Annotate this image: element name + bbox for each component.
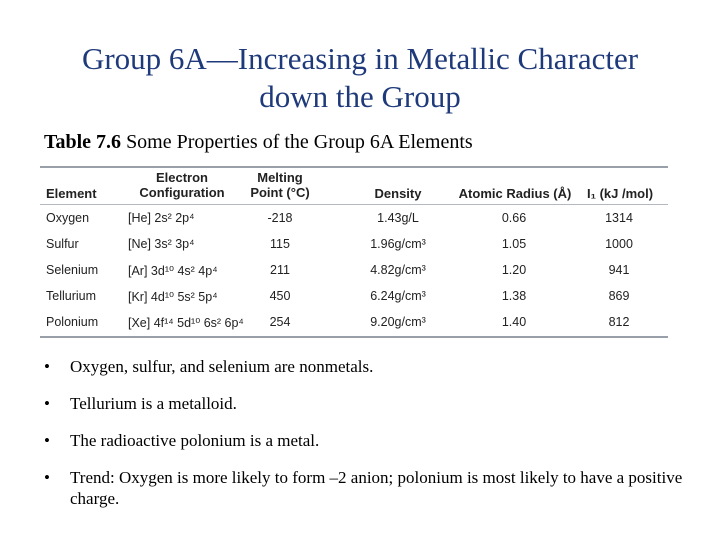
title-line-2: down the Group — [259, 79, 461, 114]
cell-melting-point: 450 — [269, 289, 291, 303]
bullet-text: The radioactive polonium is a metal. — [70, 431, 320, 450]
cell-atomic-radius: 1.05 — [501, 237, 527, 251]
cell-atomic-radius: 1.38 — [501, 289, 527, 303]
header-atomic-radius: Atomic Radius (Å) — [458, 186, 572, 201]
cell-density: 1.43g/L — [377, 211, 419, 225]
cell-melting-point: 211 — [270, 263, 290, 277]
title-line-1: Group 6A—Increasing in Metallic Character — [81, 41, 639, 76]
header-configuration-line-2: Configuration — [139, 185, 225, 200]
cell-melting-point: 115 — [270, 237, 290, 251]
header-melting-point-line-2: Point (°C) — [250, 185, 310, 200]
list-item — [44, 467, 684, 509]
list-item — [44, 393, 684, 414]
header-element: Element — [46, 186, 97, 201]
list-item — [44, 430, 684, 451]
header-ionization-energy: I₁ (kJ /mol) — [586, 186, 654, 201]
cell-melting-point: -218 — [267, 211, 293, 225]
cell-density: 4.82g/cm³ — [370, 263, 426, 277]
bullet-text: Trend: Oxygen is more likely to form –2 anion; polonium is most likely to have a positive charge. — [70, 468, 683, 508]
cell-density: 1.96g/cm³ — [370, 237, 426, 251]
header-density: Density — [374, 186, 422, 201]
table-top-rule — [40, 166, 668, 168]
cell-density: 9.20g/cm³ — [370, 315, 426, 329]
bullet-marker: • — [44, 394, 50, 413]
cell-ionization-energy: 869 — [608, 289, 630, 303]
cell-configuration: [Kr] 4d¹⁰ 5s² 5p⁴ — [128, 290, 218, 304]
bullet-marker: • — [44, 468, 50, 487]
table-row — [40, 232, 668, 258]
properties-table — [40, 166, 668, 338]
cell-element: Selenium — [46, 263, 99, 277]
table-caption-text: Some Properties of the Group 6A Elements — [126, 131, 473, 153]
cell-melting-point: 254 — [269, 315, 291, 329]
bullet-text: Tellurium is a metalloid. — [70, 394, 237, 413]
cell-ionization-energy: 1000 — [605, 237, 633, 251]
header-melting-point-line-1: Melting — [257, 170, 303, 185]
table-caption — [44, 131, 473, 154]
cell-element: Tellurium — [46, 289, 97, 303]
cell-configuration: [Xe] 4f¹⁴ 5d¹⁰ 6s² 6p⁴ — [128, 316, 244, 330]
table-number: Table 7.6 — [44, 131, 122, 153]
cell-ionization-energy: 1314 — [605, 211, 633, 225]
cell-element: Sulfur — [46, 237, 79, 251]
cell-density: 6.24g/cm³ — [370, 289, 426, 303]
list-item — [44, 356, 684, 377]
header-configuration-line-1: Electron — [155, 170, 208, 185]
cell-element: Polonium — [46, 315, 99, 329]
table-row — [40, 258, 668, 284]
bullet-text: Oxygen, sulfur, and selenium are nonmetals. — [70, 357, 374, 376]
bullet-marker: • — [44, 357, 50, 376]
table-row — [40, 206, 668, 232]
cell-ionization-energy: 812 — [608, 315, 630, 329]
header-configuration — [132, 170, 232, 200]
table-row — [40, 310, 668, 336]
cell-configuration: [Ne] 3s² 3p⁴ — [128, 237, 195, 251]
bullet-list — [44, 356, 684, 525]
cell-atomic-radius: 1.20 — [501, 263, 527, 277]
cell-atomic-radius: 0.66 — [501, 211, 527, 225]
header-melting-point — [246, 170, 314, 200]
cell-ionization-energy: 941 — [608, 263, 630, 277]
page-title — [0, 40, 720, 116]
bullet-marker: • — [44, 431, 50, 450]
table-header-rule — [40, 204, 668, 205]
cell-configuration: [He] 2s² 2p⁴ — [128, 211, 195, 225]
cell-atomic-radius: 1.40 — [501, 315, 527, 329]
table-bottom-rule — [40, 336, 668, 338]
table-row — [40, 284, 668, 310]
cell-configuration: [Ar] 3d¹⁰ 4s² 4p⁴ — [128, 264, 218, 278]
cell-element: Oxygen — [46, 211, 90, 225]
